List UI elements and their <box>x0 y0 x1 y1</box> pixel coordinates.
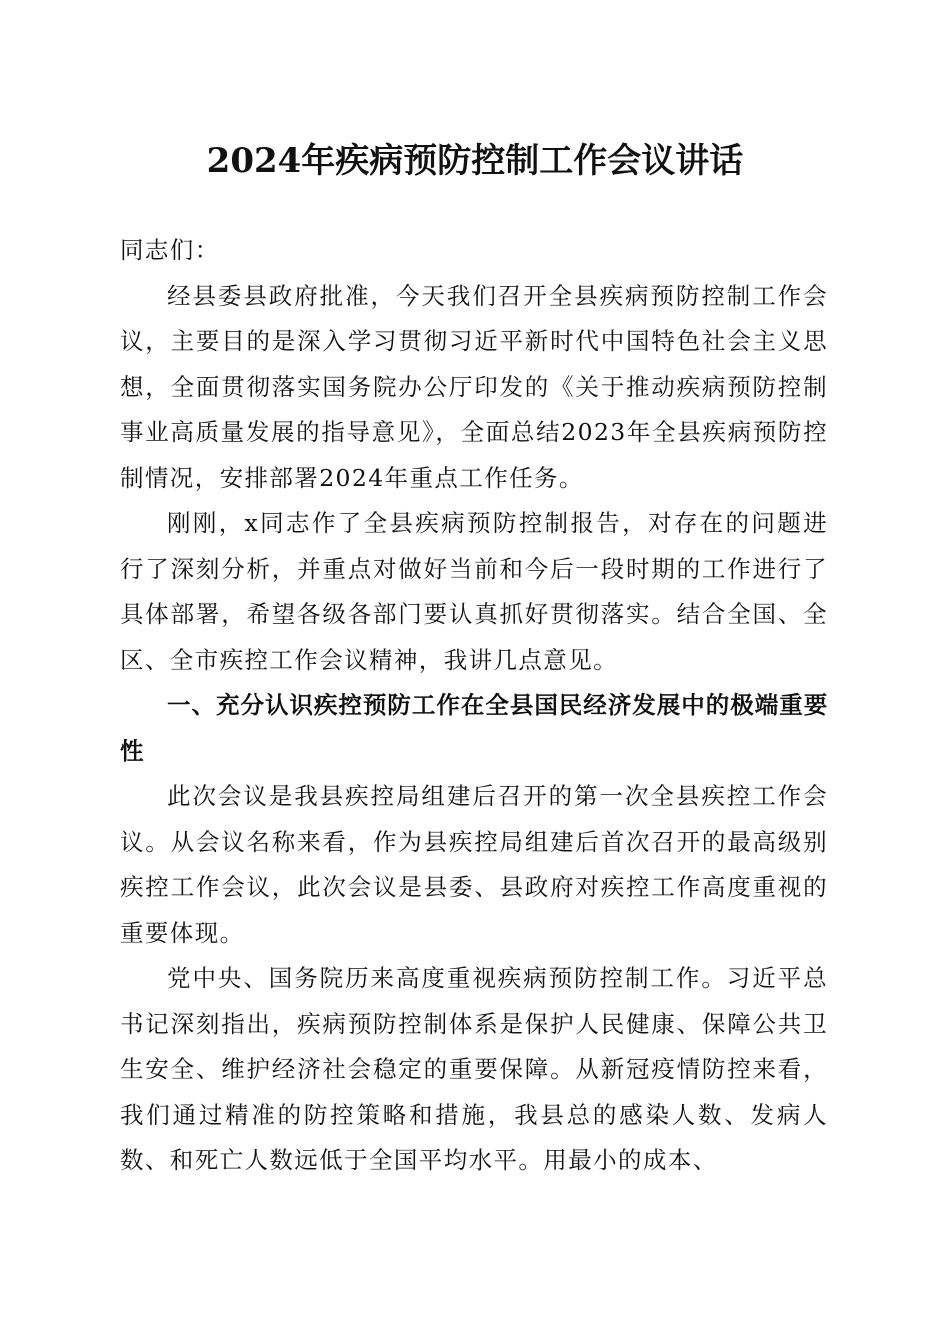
paragraph-opening: 经县委县政府批准，今天我们召开全县疾病预防控制工作会议，主要目的是深入学习贯彻习近平新时代中国特色社会主义思想，全面贯彻落实国务院办公厅印发的《关于推动疾病预防控制事业高质量发展的指导意见》，全面总结2023年全县疾病预防控制情况，安排部署2024年重点工作任务。 <box>120 281 828 492</box>
salutation: 同志们： <box>120 236 220 264</box>
paragraph-report: 刚刚，x同志作了全县疾病预防控制报告，对存在的问题进行了深刻分析，并重点对做好当前和今后一段时期的工作进行了具体部署，希望各级各部门要认真抓好贯彻落实。结合全国、全区、全市疾控工作会议精神，我讲几点意见。 <box>120 509 828 674</box>
document-body <box>120 228 828 1184</box>
document-title: 2024年疾病预防控制工作会议讲话 <box>206 141 744 181</box>
paragraph-meeting: 此次会议是我县疾控局组建后召开的第一次全县疾控工作会议。从会议名称来看，作为县疾控局组建后首次召开的最高级别疾控工作会议，此次会议是县委、县政府对疾控工作高度重视的重要体现。 <box>120 782 828 947</box>
paragraph-central: 党中央、国务院历来高度重视疾病预防控制工作。习近平总书记深刻指出，疾病预防控制体系是保护人民健康、保障公共卫生安全、维护经济社会稳定的重要保障。从新冠疫情防控来看，我们通过精准的防控策略和措施，我县总的感染人数、发病人数、和死亡人数远低于全国平均水平。用最小的成本、 <box>120 964 828 1174</box>
section-heading: 一、充分认识疾控预防工作在全县国民经济发展中的极端重要性 <box>120 691 828 765</box>
